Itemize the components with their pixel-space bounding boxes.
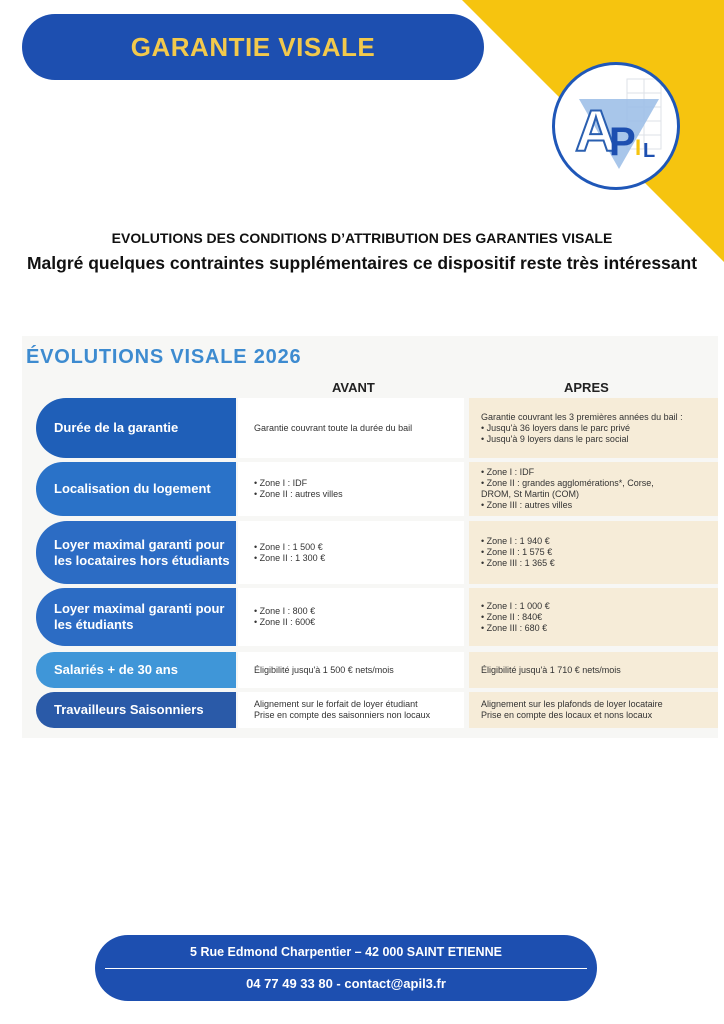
cell-line: DROM, St Martin (COM)	[481, 489, 579, 499]
cell-line: • Jusqu'à 9 loyers dans le parc social	[481, 433, 629, 444]
cell-line: • Zone II : 1 300 €	[254, 552, 326, 563]
cell-line: • Zone II : grandes agglomérations*, Corse,	[481, 478, 654, 488]
page-title: GARANTIE VISALE	[130, 31, 376, 62]
row-apres-saisonniers	[469, 692, 718, 728]
cell-line: • Zone II : 600€	[254, 617, 316, 627]
cell-line: • Zone I : IDF	[481, 467, 535, 477]
row-apres-localisation	[469, 462, 718, 516]
cell-line: • Zone II : 1 575 €	[481, 547, 553, 557]
row-avant-loyer-etudiants	[238, 588, 464, 646]
cell-line: Alignement sur les plafonds de loyer locataire	[481, 699, 663, 709]
cell-line: Alignement sur le forfait de loyer étudiant	[254, 699, 418, 709]
cell-line: Garantie couvrant les 3 premières années du bail :	[481, 411, 683, 422]
cell-line: • Zone III : autres villes	[481, 500, 573, 510]
cell-line: • Zone I : 1 500 €	[254, 541, 323, 552]
cell-line: • Zone III : 1 365 €	[481, 558, 555, 568]
heading-line-2: Malgré quelques contraintes supplémentaires ce dispositif reste très intéressant	[26, 253, 698, 273]
apil-logo	[552, 62, 680, 190]
cell-line: • Jusqu'à 36 loyers dans le parc privé	[481, 422, 630, 433]
row-avant-loyer-hors-etudiants	[238, 521, 464, 584]
row-avant-localisation	[238, 462, 464, 516]
footer-address: 5 Rue Edmond Charpentier – 42 000 SAINT ETIENNE	[190, 945, 502, 959]
row-apres-duree	[469, 398, 718, 458]
row-label-saisonniers: Travailleurs Saisonniers	[36, 692, 236, 728]
column-header-apres: APRES	[564, 380, 609, 395]
row-avant-saisonniers	[238, 692, 464, 728]
row-apres-loyer-etudiants	[469, 588, 718, 646]
title-banner	[22, 14, 484, 80]
footer-banner	[95, 935, 597, 1001]
cell-line: • Zone I : IDF	[254, 478, 308, 488]
section-heading	[0, 230, 724, 275]
row-apres-salaries	[469, 652, 718, 688]
row-label-localisation: Localisation du logement	[36, 462, 236, 516]
footer-divider	[105, 968, 587, 969]
row-label-duree: Durée de la garantie	[36, 398, 236, 458]
row-label-loyer-hors-etudiants: Loyer maximal garanti pour les locataires hors étudiants	[36, 521, 236, 584]
logo-letter-i: I	[635, 135, 642, 160]
table-title: ÉVOLUTIONS VISALE 2026	[26, 346, 302, 368]
logo-letter-l: L	[643, 140, 656, 162]
cell-line: • Zone I : 1 000 €	[481, 600, 550, 611]
cell-line: Prise en compte des saisonniers non locaux	[254, 710, 431, 720]
cell-line: Garantie couvrant toute la durée du bail	[254, 422, 413, 433]
cell-line: Éligibilité jusqu'à 1 500 € nets/mois	[254, 664, 394, 675]
cell-line: • Zone I : 800 €	[254, 606, 316, 616]
comparison-table	[22, 336, 718, 738]
apil-logo-graphic	[555, 65, 677, 187]
logo-letter-a: A	[575, 99, 617, 164]
cell-line: • Zone II : autres villes	[254, 489, 343, 499]
cell-line: • Zone II : 840€	[481, 611, 543, 622]
row-avant-salaries	[238, 652, 464, 688]
cell-line: Éligibilité jusqu'à 1 710 € nets/mois	[481, 664, 621, 675]
row-label-loyer-etudiants: Loyer maximal garanti pour les étudiants	[36, 588, 236, 646]
row-apres-loyer-hors-etudiants	[469, 521, 718, 584]
heading-line-1: EVOLUTIONS DES CONDITIONS D’ATTRIBUTION DES GARANTIES VISALE	[111, 230, 613, 246]
logo-letter-p: P	[609, 120, 636, 164]
footer-contact: 04 77 49 33 80 - contact@apil3.fr	[246, 976, 446, 991]
row-avant-duree	[238, 398, 464, 458]
cell-line: • Zone III : 680 €	[481, 622, 548, 633]
row-label-salaries: Salariés + de 30 ans	[36, 652, 236, 688]
cell-line: • Zone I : 1 940 €	[481, 536, 550, 546]
cell-line: Prise en compte des locaux et nons locaux	[481, 710, 653, 720]
column-header-avant: AVANT	[332, 380, 375, 395]
